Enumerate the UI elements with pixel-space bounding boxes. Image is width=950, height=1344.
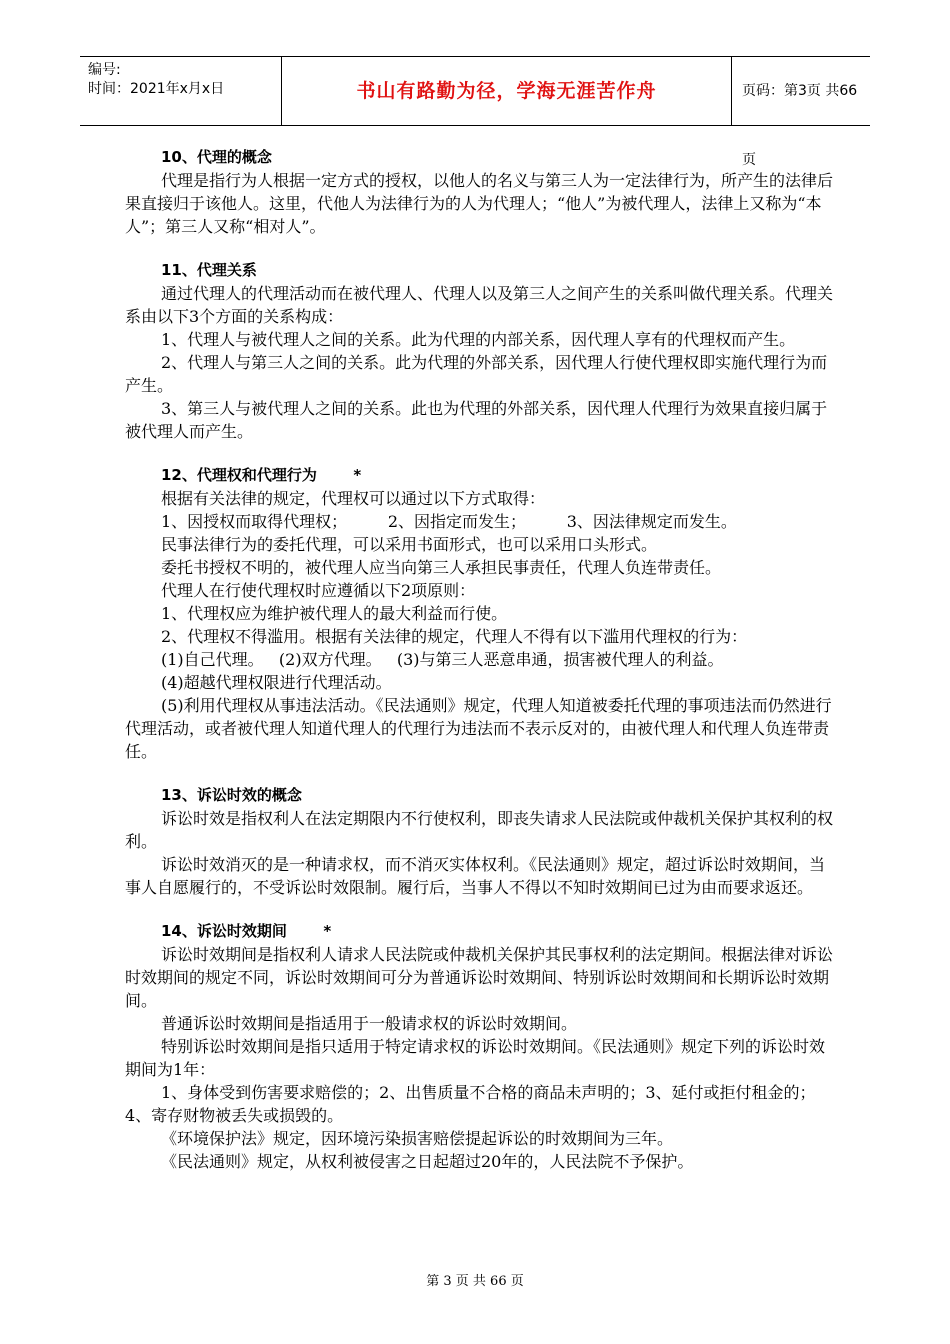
paragraph: 1、代理人与被代理人之间的关系。此为代理的内部关系，因代理人享有的代理权而产生。 [161, 330, 796, 349]
document-body [125, 146, 835, 1194]
paragraph: 诉讼时效是指权利人在法定期限内不行使权利，即丧失请求人民法院或仲裁机关保护其权利的权利。 [125, 809, 834, 851]
section-heading: 12、代理权和代理行为 * [161, 466, 362, 484]
header-meta [80, 57, 282, 126]
section [125, 259, 835, 443]
paragraph: (4)超越代理权限进行代理活动。 [161, 673, 392, 692]
paragraph: 委托书授权不明的，被代理人应当向第三人承担民事责任，代理人负连带责任。 [161, 558, 722, 577]
section-heading: 10、代理的概念 [161, 148, 272, 166]
time-label: 时间：2021年x月x日 [88, 81, 225, 97]
paragraph: 《环境保护法》规定，因环境污染损害赔偿提起诉讼的时效期间为三年。 [161, 1129, 674, 1148]
paragraph: 3、第三人与被代理人之间的关系。此也为代理的外部关系，因代理人代理行为效果直接归属于被代理人而产生。 [125, 399, 828, 441]
paragraph: 根据有关法律的规定，代理权可以通过以下方式取得： [161, 489, 546, 508]
section-heading: 13、诉讼时效的概念 [161, 786, 302, 804]
paragraph: 《民法通则》规定，从权利被侵害之日起超过20年的，人民法院不予保护。 [161, 1152, 694, 1171]
section-heading: 14、诉讼时效期间 * [161, 922, 332, 940]
paragraph: 1、因授权而取得代理权； 2、因指定而发生； 3、因法律规定而发生。 [161, 512, 737, 531]
paragraph: 代理是指行为人根据一定方式的授权，以他人的名义与第三人为一定法律行为，所产生的法律后果直接归于该他人。这里，代他人为法律行为的人为代理人；“他人”为被代理人，法律上又称为“本人”；第三人又称“相对人”。 [125, 171, 834, 236]
paragraph: 特别诉讼时效期间是指只适用于特定请求权的诉讼时效期间。《民法通则》规定下列的诉讼时效期间为1年： [125, 1037, 826, 1079]
paragraph: 1、身体受到伤害要求赔偿的；2、出售质量不合格的商品未声明的；3、延付或拒付租金的；4、寄存财物被丢失或损毁的。 [125, 1083, 816, 1125]
section-heading: 11、代理关系 [161, 261, 257, 279]
section [125, 464, 835, 763]
paragraph: (5)利用代理权从事违法活动。《民法通则》规定，代理人知道被委托代理的事项违法而仍然进行代理活动，或者被代理人知道代理人的代理行为违法而不表示反对的，由被代理人和代理人负连带责任。 [125, 696, 832, 761]
header-page-code: 页码：第3页 共66页 [742, 83, 858, 168]
header-motto: 书山有路勤为径，学海无涯苦作舟 [282, 57, 732, 126]
paragraph: 代理人在行使代理权时应遵循以下2项原则： [161, 581, 476, 600]
section [125, 920, 835, 1173]
paragraph: 普通诉讼时效期间是指适用于一般请求权的诉讼时效期间。 [161, 1014, 578, 1033]
paragraph: 通过代理人的代理活动而在被代理人、代理人以及第三人之间产生的关系叫做代理关系。代理关系由以下3个方面的关系构成： [125, 284, 834, 326]
number-label: 编号: [88, 62, 121, 78]
paragraph: 诉讼时效消灭的是一种请求权，而不消灭实体权利。《民法通则》规定，超过诉讼时效期间，当事人自愿履行的，不受诉讼时效限制。履行后，当事人不得以不知时效期间已过为由而要求返还。 [125, 855, 826, 897]
section [125, 146, 835, 238]
paragraph: 2、代理权不得滥用。根据有关法律的规定，代理人不得有以下滥用代理权的行为： [161, 627, 748, 646]
paragraph: 1、代理权应为维护被代理人的最大利益而行使。 [161, 604, 508, 623]
section [125, 784, 835, 899]
paragraph: 诉讼时效期间是指权利人请求人民法院或仲裁机关保护其民事权利的法定期间。根据法律对诉讼时效期间的规定不同，诉讼时效期间可分为普通诉讼时效期间、特别诉讼时效期间和长期诉讼时效期间。 [125, 945, 834, 1010]
paragraph: (1)自己代理。 (2)双方代理。 (3)与第三人恶意串通，损害被代理人的利益。 [161, 650, 724, 669]
paragraph: 2、代理人与第三人之间的关系。此为代理的外部关系，因代理人行使代理权即实施代理行为而产生。 [125, 353, 828, 395]
paragraph: 民事法律行为的委托代理，可以采用书面形式，也可以采用口头形式。 [161, 535, 658, 554]
page-footer: 第 3 页 共 66 页 [426, 1274, 524, 1289]
